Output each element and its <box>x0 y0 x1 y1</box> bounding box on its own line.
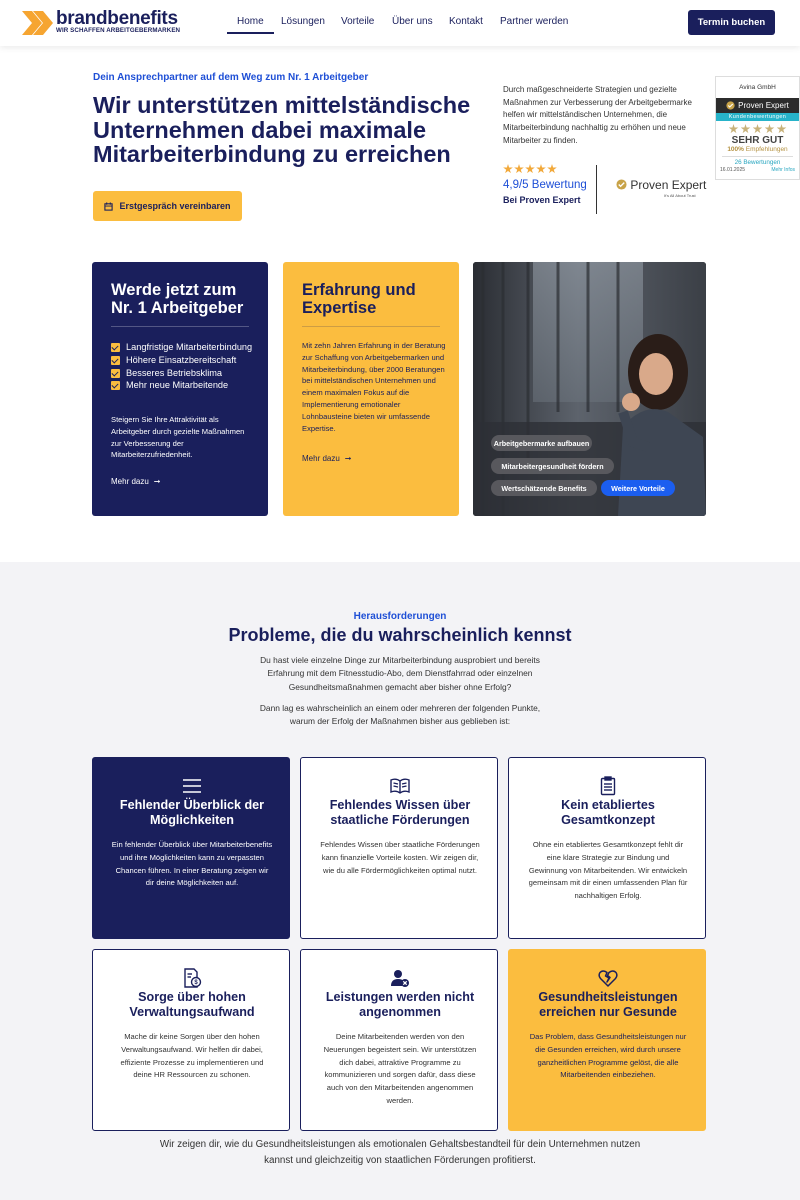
nav-home[interactable]: Home <box>237 14 264 30</box>
problem-text: Ohne ein etabliertes Gesamtkonzept fehlt dir eine klare Strategie zur Bindung und Gewinnung von Mitarbeitenden. Wir entwickeln gemeinsam mit dir einen umfassenden Plan für nachhaltigen Erfolg. <box>528 840 688 901</box>
problem-text: Mache dir keine Sorgen über den hohen Verwaltungsaufwand. Wir helfen dir dabei, effiziente Prozesse zu implementieren und deine HR Ressourcen zu schonen. <box>120 1032 264 1080</box>
rating-score: 4,9/5 Bewertung <box>503 179 587 191</box>
problem-text: Das Problem, dass Gesundheitsleistungen nur die Gesunden erreichen, wird durch unsere ganzheitlichen Programme gelöst, die alle Mitarbeitenden einbeziehen. <box>529 1032 687 1080</box>
checkbox-icon <box>111 381 120 390</box>
erstgespraech-button[interactable] <box>93 191 242 221</box>
mehr-dazu-link[interactable]: Mehr dazu ➞ <box>111 477 161 486</box>
widget-verdict: SEHR GUT <box>731 135 784 146</box>
card-text: Steigern Sie Ihre Attraktivität als Arbeitgeber durch gezielte Maßnahmen zur Verbesserung der Mitarbeiterzufriedenheit. <box>111 415 245 460</box>
proven-expert-logo[interactable] <box>616 178 706 192</box>
widget-recommend: 100% Empfehlungen <box>727 146 788 153</box>
card-title: Werde jetzt zum Nr. 1 Arbeitgeber <box>111 281 244 317</box>
pill-benefits[interactable]: Wertschätzende Benefits <box>491 480 597 496</box>
erstgespraech-label: Erstgespräch vereinbaren <box>119 201 231 211</box>
divider <box>596 165 597 214</box>
arrow-right-icon: ➞ <box>344 454 352 463</box>
widget-more-link[interactable]: Mehr Infos <box>771 167 795 173</box>
rating-source: Bei Proven Expert <box>503 195 581 205</box>
card-erfahrung <box>283 262 459 516</box>
widget-date: 16.01.2025 <box>720 167 746 173</box>
problem-card <box>92 757 290 939</box>
problem-card <box>300 949 498 1131</box>
card-photo <box>473 262 706 516</box>
widget-company: Avina GmbH <box>739 84 776 91</box>
checklist-item: Besseres Betriebsklima <box>111 367 261 380</box>
proven-expert-claim: It's All About Trust <box>664 193 696 198</box>
clipboard-list-icon <box>598 776 618 796</box>
office-photo <box>473 262 706 516</box>
card-divider <box>302 326 440 327</box>
nav-loesungen[interactable]: Lösungen <box>281 16 325 27</box>
hero-eyebrow: Dein Ansprechpartner auf dem Weg zum Nr. 1 Arbeitgeber <box>93 72 369 83</box>
widget-brand: Proven Expert <box>738 101 789 110</box>
termin-buchen-button[interactable]: Termin buchen <box>688 10 775 35</box>
nav-vorteile[interactable]: Vorteile <box>341 16 375 27</box>
card-text: Mit zehn Jahren Erfahrung in der Beratung zur Schaffung von Arbeitgebermarken und Mitarbeiterbindung, über 2000 Beratungen bei mittelständischen Unternehmen und einem maximalen Fokus auf die Implementierung emotionaler Lohnbausteine bieten wir umfassende Expertise. <box>302 341 446 433</box>
problem-title: Kein etabliertes Gesamtkonzept <box>561 798 655 828</box>
widget-stars <box>716 124 799 134</box>
card-nr1-arbeitgeber <box>92 262 268 516</box>
nav-ueber-uns[interactable]: Über uns <box>392 16 433 27</box>
rating-stars <box>503 164 557 174</box>
problem-card <box>92 949 290 1131</box>
problem-text: Ein fehlender Überblick über Mitarbeiterbenefits und ihre Möglichkeiten kann zu verpassten Chancen führen. In einer Beratung zeigen wir dir deine Möglichkeiten auf. <box>111 840 273 888</box>
hero-intro-text: Durch maßgeschneiderte Strategien und gezielte Maßnahmen zur Verbesserung der Arbeitgebermarke helfen wir mittelständischen Unternehmen, die Mitarbeiterbindung nachhaltig zu erhöhen und neue Mitarbeiter zu finden. <box>503 85 692 145</box>
card-divider <box>111 326 249 327</box>
check-badge-icon <box>616 179 627 190</box>
widget-label: Kundenbewertungen <box>716 113 799 121</box>
logo-chevrons-icon[interactable] <box>22 9 54 37</box>
problem-title: Gesundheitsleistungen erreichen nur Gesunde <box>538 990 678 1020</box>
checkbox-icon <box>111 356 120 365</box>
nav-partner-werden[interactable]: Partner werden <box>500 16 569 27</box>
problem-text: Deine Mitarbeitenden werden von den Neuerungen begeistert sein. Wir unterstützen dich dabei, attraktive Programme zu kommunizieren und sorgen dafür, dass diese auch von den Mitarbeitenden angenommen werden. <box>323 1032 477 1105</box>
card-title: Erfahrung und Expertise <box>302 281 416 317</box>
section-intro: Du hast viele einzelne Dinge zur Mitarbeiterbindung ausprobiert und bereits Erfahrung mit dem Fitnesstudio-Abo, dem Dienstfahrrad oder einzelnen Gesundheitsmaßnahmen gemacht aber bisher ohne Erfolg? <box>260 655 540 692</box>
checkbox-icon <box>111 343 120 352</box>
invoice-dollar-icon <box>182 968 202 988</box>
arrow-right-icon: ➞ <box>153 477 161 486</box>
checkbox-icon <box>111 369 120 378</box>
heart-broken-icon <box>598 968 618 988</box>
problem-card <box>508 757 706 939</box>
site-header <box>0 0 800 46</box>
problem-title: Fehlendes Wissen über staatliche Förderungen <box>329 798 471 828</box>
weitere-vorteile-button[interactable]: Weitere Vorteile <box>601 480 675 496</box>
problem-title: Fehlender Überblick der Möglichkeiten <box>119 798 265 828</box>
checklist-item: Höhere Einsatzbereitschaft <box>111 354 261 367</box>
pill-arbeitgebermarke[interactable]: Arbeitgebermarke aufbauen <box>491 435 592 451</box>
menu-icon <box>182 776 202 796</box>
widget-reviews[interactable]: 26 Bewertungen <box>722 156 793 166</box>
section-eyebrow: Herausforderungen <box>353 611 447 622</box>
svg-text:$: $ <box>194 980 198 987</box>
logo-name[interactable]: brandbenefits <box>56 8 178 29</box>
widget-footer <box>716 167 799 173</box>
problem-card <box>508 949 706 1131</box>
benefit-checklist <box>111 341 261 392</box>
widget-brand-bar <box>716 98 799 113</box>
open-book-icon <box>390 776 410 796</box>
pill-mitarbeitergesundheit[interactable]: Mitarbeitergesundheit fördern <box>491 458 614 474</box>
proven-expert-widget[interactable] <box>715 76 800 180</box>
problem-card <box>300 757 498 939</box>
nav-kontakt[interactable]: Kontakt <box>449 16 483 27</box>
section-title: Probleme, die du wahrscheinlich kennst <box>228 625 572 645</box>
problem-title: Sorge über hohen Verwaltungsaufwand <box>129 990 255 1020</box>
hero-title: Wir unterstützen mittelständische Unternehmen dabei maximale Mitarbeiterbindung zu erreichen <box>93 92 471 167</box>
section-intro-2: Dann lag es wahrscheinlich an einem oder mehreren der folgenden Punkte, warum der Erfolg der Maßnahmen bisher aus geblieben ist: <box>259 703 541 727</box>
logo-tagline: WIR SCHAFFEN ARBEITGEBERMARKEN <box>56 27 181 34</box>
check-badge-icon <box>726 101 735 110</box>
user-times-icon <box>390 968 410 988</box>
problem-title: Leistungen werden nicht angenommen <box>325 990 475 1020</box>
section-footer-text: Wir zeigen dir, wie du Gesundheitsleistungen als emotionalen Gehaltsbestandteil für dein Unternehmen nutzen kannst und gleichzeitig von staatlichen Förderungen profitierst. <box>159 1139 641 1166</box>
checklist-item: Mehr neue Mitarbeitende <box>111 379 261 392</box>
mehr-dazu-link[interactable]: Mehr dazu ➞ <box>302 454 352 463</box>
problem-text: Fehlendes Wissen über staatliche Förderungen kann finanzielle Vorteile kosten. Wir zeigen dir, wie du alle Fördermöglichkeiten optimal nutzt. <box>320 840 480 875</box>
calendar-icon <box>104 202 113 211</box>
proven-expert-name: Proven Expert <box>630 178 707 192</box>
checklist-item: Langfristige Mitarbeiterbindung <box>111 341 261 354</box>
